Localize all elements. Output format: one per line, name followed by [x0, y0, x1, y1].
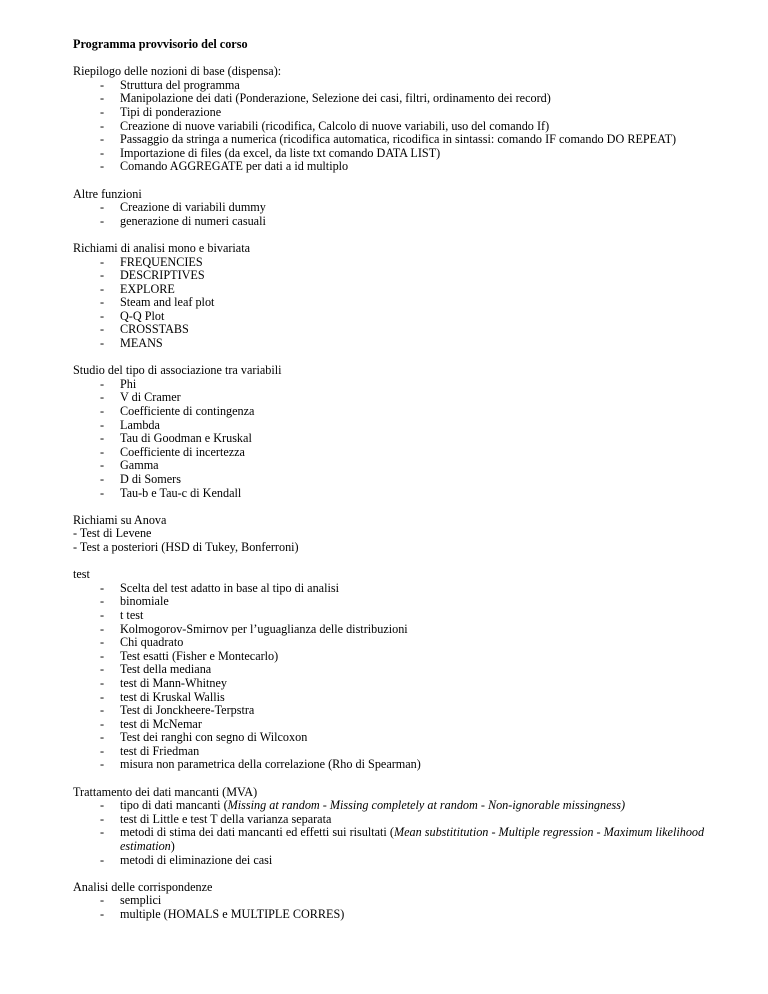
- dash-bullet-icon: -: [100, 675, 105, 690]
- dash-bullet-icon: -: [100, 417, 105, 432]
- section-dati-mancanti: [73, 786, 713, 868]
- dash-bullet-icon: -: [100, 648, 105, 663]
- dash-bullet-icon: -: [100, 91, 105, 106]
- list-item: - Test esatti (Fisher e Montecarlo): [100, 648, 279, 663]
- section-heading: test: [73, 567, 90, 582]
- dash-bullet-icon: -: [100, 254, 105, 269]
- dash-bullet-icon: -: [100, 145, 105, 160]
- list-item: - Phi: [100, 376, 137, 391]
- list-item: - Lambda: [100, 417, 160, 432]
- list-item: - Tau di Goodman e Kruskal: [100, 431, 252, 446]
- dash-bullet-icon: -: [100, 295, 105, 310]
- section-heading: Studio del tipo di associazione tra variabili: [73, 363, 282, 378]
- dash-bullet-icon: -: [100, 635, 105, 650]
- list-item: - binomiale: [100, 594, 169, 609]
- dash-bullet-icon: -: [100, 376, 105, 391]
- list-item: - MEANS: [100, 336, 163, 351]
- list-item: - generazione di numeri casuali: [100, 213, 266, 228]
- dash-bullet-icon: -: [100, 485, 105, 500]
- dash-bullet-icon: -: [100, 268, 105, 283]
- dash-bullet-icon: -: [100, 811, 105, 826]
- list-item: - Test di Levene: [73, 526, 152, 541]
- list-item: - Test della mediana: [100, 662, 212, 677]
- list-item: - Steam and leaf plot: [100, 295, 215, 310]
- list-item: - metodi di stima dei dati mancanti ed effetti sui risultati (Mean substititution - Multiple regression - Maximum likelihood estimation): [100, 825, 705, 854]
- dash-bullet-icon: -: [100, 404, 105, 419]
- list-item: - Creazione di nuove variabili (ricodifica, Calcolo di nuove variabili, uso del comando If): [100, 118, 550, 133]
- list-item: - FREQUENCIES: [100, 254, 203, 269]
- document-page: [73, 38, 713, 935]
- list-item: - Test a posteriori (HSD di Tukey, Bonferroni): [73, 539, 299, 554]
- dash-bullet-icon: -: [100, 444, 105, 459]
- list-item: - CROSSTABS: [100, 322, 189, 337]
- dash-bullet-icon: -: [100, 594, 105, 609]
- list-item: - Manipolazione dei dati (Ponderazione, Selezione dei casi, filtri, ordinamento dei record): [100, 91, 551, 106]
- list-item: - test di Mann-Whitney: [100, 675, 227, 690]
- list-item: - Passaggio da stringa a numerica (ricodifica automatica, ricodifica in sintassi: comando IF comando DO REPEAT): [100, 132, 677, 147]
- dash-bullet-icon: -: [100, 580, 105, 595]
- bullet-list: [73, 582, 713, 772]
- bullet-list: [73, 894, 713, 921]
- dash-bullet-icon: -: [100, 798, 105, 813]
- section-heading: Richiami su Anova: [73, 512, 167, 527]
- list-item: - Creazione di variabili dummy: [100, 200, 266, 215]
- list-item: - test di Friedman: [100, 743, 200, 758]
- section-heading: Trattamento dei dati mancanti (MVA): [73, 784, 258, 799]
- section-heading: Riepilogo delle nozioni di base (dispensa):: [73, 64, 282, 79]
- section-riepilogo: [73, 65, 713, 174]
- section-corrispondenze: [73, 881, 713, 922]
- list-item: - Q-Q Plot: [100, 308, 165, 323]
- list-item: - Kolmogorov-Smirnov per l’uguaglianza delle distribuzioni: [100, 621, 408, 636]
- dash-bullet-icon: -: [100, 662, 105, 677]
- section-heading: Analisi delle corrispondenze: [73, 879, 213, 894]
- bullet-list: [73, 256, 713, 351]
- dash-bullet-icon: -: [100, 703, 105, 718]
- list-item: - test di Kruskal Wallis: [100, 689, 225, 704]
- list-item: - EXPLORE: [100, 281, 175, 296]
- dash-bullet-icon: -: [100, 730, 105, 745]
- dash-bullet-icon: -: [100, 77, 105, 92]
- dash-bullet-icon: -: [100, 322, 105, 337]
- section-heading: Richiami di analisi mono e bivariata: [73, 240, 251, 255]
- section-anova: [73, 514, 713, 555]
- dash-bullet-icon: -: [100, 281, 105, 296]
- list-item: - test di McNemar: [100, 716, 202, 731]
- list-item: - t test: [100, 607, 144, 622]
- dash-bullet-icon: -: [100, 200, 105, 215]
- list-item: - Importazione di files (da excel, da liste txt comando DATA LIST): [100, 145, 441, 160]
- dash-bullet-icon: -: [100, 132, 105, 147]
- dash-bullet-icon: -: [100, 716, 105, 731]
- section-richiami-analisi: [73, 242, 713, 351]
- bullet-list: [73, 201, 713, 228]
- dash-bullet-icon: -: [100, 458, 105, 473]
- list-item: - Test di Jonckheere-Terpstra: [100, 703, 255, 718]
- bullet-list: [73, 79, 713, 174]
- list-item: - multiple (HOMALS e MULTIPLE CORRES): [100, 907, 345, 921]
- dash-bullet-icon: -: [100, 213, 105, 228]
- dash-bullet-icon: -: [100, 757, 105, 772]
- dash-bullet-icon: -: [100, 893, 105, 908]
- dash-bullet-icon: -: [100, 472, 105, 486]
- dash-bullet-icon: -: [100, 159, 105, 174]
- list-item: - test di Little e test T della varianza separata: [100, 811, 332, 826]
- dash-bullet-icon: -: [100, 431, 105, 446]
- bullet-list: [73, 378, 713, 500]
- list-item: - Test dei ranghi con segno di Wilcoxon: [100, 730, 308, 745]
- list-item: - metodi di eliminazione dei casi: [100, 852, 273, 867]
- dash-bullet-icon: -: [100, 852, 105, 867]
- list-item: - Chi quadrato: [100, 635, 184, 650]
- list-item: - Coefficiente di contingenza: [100, 404, 255, 419]
- dash-bullet-icon: -: [100, 689, 105, 704]
- dash-bullet-icon: -: [100, 390, 105, 405]
- list-item: - DESCRIPTIVES: [100, 268, 205, 283]
- list-item: - misura non parametrica della correlazione (Rho di Spearman): [100, 757, 421, 772]
- list-item: - Scelta del test adatto in base al tipo di analisi: [100, 580, 339, 595]
- list-item: - semplici: [100, 893, 162, 908]
- list-item: - Coefficiente di incertezza: [100, 444, 245, 459]
- dash-bullet-icon: -: [100, 743, 105, 758]
- list-item: - Comando AGGREGATE per dati a id multiplo: [100, 159, 349, 174]
- plain-list: [73, 527, 713, 554]
- bullet-list: [73, 799, 713, 867]
- document-title: Programma provvisorio del corso: [73, 37, 248, 51]
- list-item: - Tipi di ponderazione: [100, 104, 222, 119]
- section-heading: Altre funzioni: [73, 186, 142, 201]
- dash-bullet-icon: -: [100, 607, 105, 622]
- list-item: - V di Cramer: [100, 390, 181, 405]
- list-item: - Struttura del programma: [100, 77, 240, 92]
- dash-bullet-icon: -: [100, 308, 105, 323]
- list-item: - D di Somers: [100, 472, 181, 486]
- section-test: [73, 568, 713, 772]
- dash-bullet-icon: -: [100, 118, 105, 133]
- dash-bullet-icon: -: [100, 104, 105, 119]
- dash-bullet-icon: -: [100, 907, 105, 921]
- list-item: - tipo di dati mancanti (Missing at random - Missing completely at random - Non-ignorable missingness): [100, 798, 626, 813]
- list-item: - Gamma: [100, 458, 159, 473]
- dash-bullet-icon: -: [100, 336, 105, 351]
- dash-bullet-icon: -: [100, 621, 105, 636]
- section-altre-funzioni: [73, 188, 713, 229]
- section-associazione: [73, 364, 713, 500]
- dash-bullet-icon: -: [100, 825, 105, 840]
- list-item: - Tau-b e Tau-c di Kendall: [100, 485, 242, 500]
